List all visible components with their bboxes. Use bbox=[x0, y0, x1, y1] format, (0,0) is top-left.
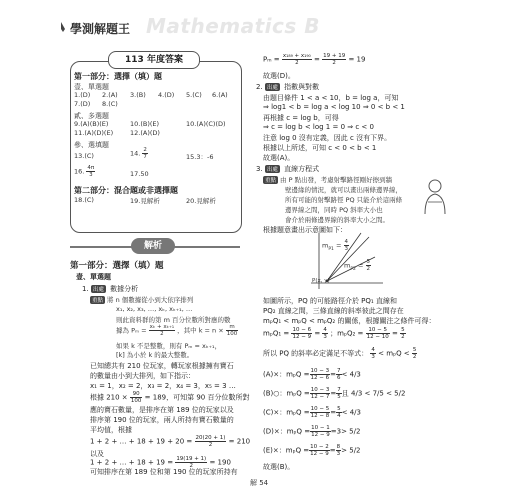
fraction bbox=[130, 391, 143, 404]
denominator: 5 bbox=[337, 394, 341, 400]
fraction bbox=[310, 368, 331, 381]
fraction bbox=[226, 324, 239, 337]
answer-item: 7.(D) bbox=[74, 100, 91, 108]
fraction bbox=[310, 425, 331, 438]
watermark-title: Mathematics B bbox=[146, 14, 320, 38]
tip-text: 由 P 點出發，考慮射擊路徑剛好擦到牆 bbox=[280, 176, 393, 184]
tip-text: 將 n 個數據從小到大依序排列 bbox=[107, 296, 194, 304]
body-line: mₚQ₁ < mₚQ < mₚQ₂ 的關係，根據關注之條件可得： bbox=[263, 317, 436, 325]
question-header bbox=[82, 284, 138, 294]
body-line: 已知總共有 210 位玩家，轉玩家根據擁有寶石 bbox=[90, 362, 234, 370]
body-line: ⇒ c = log b < log 1 = 0 ⇒ c < 0 bbox=[263, 123, 374, 131]
page-number: 解 54 bbox=[250, 479, 269, 487]
fraction bbox=[366, 259, 372, 272]
fraction bbox=[149, 324, 175, 337]
formula-text: = bbox=[330, 408, 337, 417]
brand-title: 學測解題王 bbox=[70, 22, 131, 36]
fraction bbox=[310, 387, 331, 400]
banner-label: 解析 bbox=[131, 238, 175, 254]
option-row bbox=[263, 368, 361, 381]
graph-label-text: m bbox=[344, 261, 351, 270]
fraction bbox=[282, 53, 312, 66]
denominator: 12 − 7 bbox=[310, 394, 330, 400]
formula-text: 3 bbox=[336, 427, 342, 436]
formula-text: < mₚQ < bbox=[378, 349, 410, 358]
tip-line: 會介於兩條邊界線的斜率大小之間。 bbox=[285, 216, 389, 224]
fraction bbox=[366, 327, 390, 340]
denominator: 7 bbox=[143, 154, 147, 160]
numerator: 8 bbox=[336, 444, 341, 450]
formula-text: 1 + 2 + … + 18 + 19 = bbox=[90, 458, 174, 467]
answer-item: 18.(C) bbox=[74, 196, 94, 204]
formula-text: > 5/2 bbox=[341, 446, 361, 455]
question-topic: 直線方程式 bbox=[284, 165, 320, 173]
numerator: xₖ + xₖ₊₁ bbox=[149, 324, 175, 330]
answer-item-label: 16. bbox=[74, 167, 85, 176]
numerator: 19 + 19 bbox=[323, 53, 346, 59]
numerator: 10 − 6 bbox=[292, 327, 312, 333]
graph-label-sub: P2 bbox=[350, 266, 356, 272]
answer-box-title: 113 年度答案 bbox=[108, 51, 200, 69]
formula-text: 且 4/3 < 7/5 < 5/2 bbox=[341, 389, 406, 398]
denominator: 3 bbox=[323, 334, 327, 340]
denominator: 2 bbox=[160, 331, 164, 337]
formula-text: = 190 bbox=[209, 458, 231, 467]
body-formula bbox=[263, 347, 417, 360]
formula-text: < 4/3 bbox=[341, 370, 361, 379]
numerator: 4 bbox=[344, 239, 349, 245]
body-line: 故選(B)。 bbox=[263, 463, 295, 471]
source-badge: 出處 bbox=[92, 287, 104, 293]
denominator: 3 bbox=[371, 354, 375, 360]
denominator: 2 bbox=[412, 354, 417, 360]
body-line: ⇒ log1 < b = log a < log 10 ⇒ 0 < b < 1 bbox=[263, 103, 405, 111]
option-row bbox=[263, 406, 361, 419]
numerator: 90 bbox=[130, 391, 143, 398]
page-header bbox=[62, 14, 462, 40]
numerator: x₁₈₉ + x₁₉₀ bbox=[282, 53, 311, 59]
numerator: 4 bbox=[371, 347, 375, 353]
answer-item-fraction bbox=[74, 165, 95, 178]
tip-formula bbox=[116, 324, 238, 337]
source-badge: 出處 bbox=[266, 85, 278, 91]
denominator: 12 − 9 bbox=[292, 334, 312, 340]
denominator: 6 bbox=[337, 375, 341, 381]
answer-part2-heading: 第二部分：混合題或非選擇題 bbox=[74, 186, 178, 195]
denominator: 3 bbox=[344, 246, 349, 252]
fraction bbox=[310, 406, 331, 419]
formula-text: = bbox=[329, 446, 336, 455]
tip-line: 所有可能的射擊路徑 PQ 只能介於這兩條 bbox=[285, 196, 403, 204]
fraction bbox=[195, 435, 227, 448]
answer-fill-heading: 參、選填題 bbox=[74, 141, 109, 149]
answer-item: 17.50 bbox=[130, 170, 149, 178]
denominator: 12 − 9 bbox=[310, 451, 329, 457]
body-line: 平均值，根據 bbox=[90, 426, 132, 434]
question-number: 2. bbox=[256, 83, 263, 91]
formula-text: = bbox=[330, 427, 337, 436]
body-line: 故選(D)。 bbox=[263, 72, 295, 80]
option-row bbox=[263, 387, 405, 400]
body-formula bbox=[263, 53, 365, 66]
tip-line: x₁, x₂, x₃, …, xₖ, xₖ₊₁, … bbox=[116, 305, 193, 313]
answer-item: 10.(A)(C)(D) bbox=[186, 120, 226, 128]
answer-item: 12.(A)(D) bbox=[130, 129, 160, 137]
body-line: 根據題意畫出示意圖如下： bbox=[263, 226, 347, 234]
numerator: 10 − 2 bbox=[310, 444, 329, 450]
fraction bbox=[309, 444, 330, 457]
formula-text: = 189，可知第 90 百分位數所對 bbox=[144, 393, 250, 402]
denominator: 3 bbox=[336, 451, 341, 457]
denominator: 2 bbox=[189, 463, 194, 469]
student-illustration bbox=[420, 178, 450, 216]
formula-text: > 5/2 bbox=[341, 427, 361, 436]
numerator: m bbox=[226, 324, 239, 331]
formula-text: 1 + 2 + … + 18 + 19 + 20 = bbox=[90, 437, 193, 446]
question-topic: 數據分析 bbox=[110, 285, 139, 293]
answer-part1-heading: 第一部分：選擇（填）題 bbox=[74, 72, 162, 81]
denominator: 12 − 6 bbox=[310, 375, 330, 381]
numerator: 5 bbox=[366, 259, 371, 265]
formula-text: (E)×：mₚQ = bbox=[263, 446, 310, 455]
answer-item: 4.(D) bbox=[158, 91, 175, 99]
formula-text: (A)×：mₚQ = bbox=[263, 370, 310, 379]
tip-line: 邊界線之間，同時 PQ 斜率大小也 bbox=[285, 206, 383, 214]
question-topic: 指數與對數 bbox=[284, 83, 320, 91]
body-line: 由題目條件 1 < a < 10，b = log a，可知 bbox=[263, 94, 399, 102]
denominator: 2 bbox=[208, 442, 213, 448]
question-header bbox=[256, 164, 319, 174]
formula-text: < 4/3 bbox=[341, 408, 361, 417]
denominator: 3 bbox=[89, 172, 93, 178]
body-line: PQ₂ 直線之間，三條直線的斜率彼此之間存在 bbox=[263, 307, 404, 315]
denominator: 2 bbox=[401, 334, 405, 340]
body-line: 如圖所示，PQ 的可能路徑介於 PQ₁ 直線和 bbox=[263, 297, 397, 305]
answer-item: 19.見解析 bbox=[130, 197, 160, 205]
tip-badge: 重點 bbox=[265, 178, 277, 184]
denominator: 12 − 8 bbox=[310, 413, 330, 419]
option-row bbox=[263, 444, 361, 457]
question-header bbox=[256, 82, 319, 92]
formula-text: (D)×：mₚQ = bbox=[263, 427, 311, 436]
numerator: 20(20 + 1) bbox=[195, 435, 226, 441]
formula-text: (C)×：mₚQ = bbox=[263, 408, 310, 417]
formula-text: = bbox=[314, 329, 321, 338]
subsection-heading: 壹、單選題 bbox=[76, 273, 111, 281]
denominator: 2 bbox=[332, 60, 336, 66]
formula-text: = 210 bbox=[228, 437, 251, 446]
answer-item: 10.(B)(E) bbox=[130, 120, 160, 128]
answer-single-heading: 壹、單選題 bbox=[74, 83, 109, 91]
formula-text: mₚQ₁ = bbox=[263, 329, 290, 338]
fraction bbox=[400, 327, 406, 340]
numerator: 4π bbox=[87, 165, 95, 171]
answer-item-label: 14. bbox=[130, 149, 141, 158]
numerator: 10 − 3 bbox=[310, 387, 330, 393]
fraction bbox=[322, 327, 328, 340]
body-formula bbox=[90, 435, 250, 448]
analysis-banner bbox=[70, 238, 240, 254]
body-line: 以及 bbox=[90, 450, 104, 458]
answer-item: 13.(C) bbox=[74, 152, 94, 160]
answer-item: 8.(C) bbox=[102, 100, 118, 108]
answer-item: 11.(A)(D)(E) bbox=[74, 129, 114, 137]
numerator: 5 bbox=[401, 327, 405, 333]
answer-item: 2.(A) bbox=[102, 91, 118, 99]
body-line: 的數量由小到大排列，如下指示： bbox=[90, 372, 195, 380]
body-line: 故選(A)。 bbox=[263, 154, 295, 162]
numerator: 19(19 + 1) bbox=[176, 456, 207, 462]
numerator: 10 − 5 bbox=[310, 406, 330, 412]
formula-text: = 19 bbox=[348, 55, 366, 64]
tip-line: 則此資料群的第 m 百分位數所對應的數 bbox=[116, 316, 231, 324]
answer-item: 9.(A)(B)(E) bbox=[74, 120, 109, 128]
body-formula bbox=[90, 391, 249, 404]
question-number: 1. bbox=[82, 285, 89, 293]
fraction bbox=[86, 165, 95, 178]
formula-text: 所以 PQ 的斜率必定滿足不等式： bbox=[263, 349, 369, 358]
fraction bbox=[370, 347, 376, 360]
fraction bbox=[322, 53, 346, 66]
answer-item: 20.見解析 bbox=[186, 197, 216, 205]
body-line: 注意 log 0 沒有定義，因此 c 沒有下界。 bbox=[263, 134, 392, 142]
numerator: 10 − 5 bbox=[366, 327, 390, 334]
answer-item-fraction bbox=[130, 147, 148, 160]
numerator: 7 bbox=[337, 368, 341, 374]
formula-text: ，其中 k = n × bbox=[177, 326, 224, 335]
graph-label-text: m bbox=[322, 241, 329, 250]
tip-line bbox=[263, 175, 392, 184]
formula-text: (B)○：mₚQ = bbox=[263, 389, 310, 398]
answer-item: 5.(C) bbox=[186, 91, 202, 99]
numerator: 10 − 1 bbox=[311, 425, 330, 431]
formula-text: 根據 210 × bbox=[90, 393, 128, 402]
numerator: 10 − 3 bbox=[310, 368, 330, 374]
formula-text: = bbox=[330, 389, 337, 398]
option-row bbox=[263, 425, 360, 438]
tip-badge: 重點 bbox=[92, 298, 104, 304]
fraction bbox=[291, 327, 312, 340]
numerator: 5 bbox=[412, 347, 417, 353]
formula-text: = bbox=[330, 370, 337, 379]
answer-item: 6.(A) bbox=[212, 91, 228, 99]
body-line: 根據以上所述，可知 c < 0 < b < 1 bbox=[263, 144, 377, 152]
body-formula bbox=[263, 327, 406, 340]
question-number: 3. bbox=[256, 165, 263, 173]
numerator: 2 bbox=[143, 147, 147, 153]
denominator: 4 bbox=[337, 413, 341, 419]
source-badge: 出處 bbox=[266, 167, 278, 173]
formula-text: Pₘ = bbox=[263, 55, 280, 64]
formula-text: 據為 Pₘ = bbox=[116, 326, 147, 335]
denominator: 100 bbox=[226, 331, 238, 337]
section-heading: 第一部分：選擇（填）題 bbox=[70, 261, 164, 271]
tip-line: 壁邊緣的情況，就可以畫出兩條邊界線， bbox=[285, 186, 402, 194]
graph-label-m2: $m_{P2}$ = $\frac{5}{2}$ bbox=[344, 259, 371, 272]
answer-item: 3.(B) bbox=[130, 91, 146, 99]
graph-label-p: P(x, y) bbox=[312, 278, 330, 284]
pen-icon bbox=[60, 21, 66, 33]
fraction bbox=[344, 239, 350, 252]
denominator: 100 bbox=[130, 398, 142, 404]
graph-label-sub: P1 bbox=[328, 246, 334, 252]
answer-item: 1.(D) bbox=[74, 91, 91, 99]
tip-line bbox=[90, 295, 193, 304]
tip-line: [k] 為小於 k 的最大整數。 bbox=[116, 351, 194, 359]
denominator: 2 bbox=[295, 60, 299, 66]
denominator: 2 bbox=[366, 266, 371, 272]
body-line: 應的寶石數量，是排序在第 189 位的玩家以及 bbox=[90, 406, 234, 414]
graph-label-m1: $m_{P1}$ = $\frac{4}{3}$ bbox=[322, 239, 349, 252]
body-line: 再根據 c = log b，可得 bbox=[263, 114, 339, 122]
fraction bbox=[412, 347, 418, 360]
body-line: x₁ = 1，x₂ = 2，x₃ = 2，x₄ = 3，x₅ = 3 … bbox=[90, 382, 236, 390]
denominator: 12 − 10 bbox=[366, 334, 389, 340]
numerator: 5 bbox=[337, 406, 341, 412]
answer-item: 15.3：-6 bbox=[186, 153, 214, 161]
body-line: 可知排序在第 189 位和第 190 位的玩家所持有 bbox=[90, 468, 238, 476]
fraction bbox=[142, 147, 148, 160]
formula-text: = bbox=[391, 329, 398, 338]
tip-line: 如果 k 不是整數，則有 Pₘ = xₖ₊₁， bbox=[116, 342, 222, 350]
formula-text: = bbox=[314, 55, 320, 64]
numerator: 7 bbox=[337, 387, 341, 393]
denominator: 12 − 9 bbox=[311, 432, 330, 438]
body-line: 排序第 190 位的玩家，兩人所持有寶石數量的 bbox=[90, 416, 234, 424]
numerator: 4 bbox=[323, 327, 327, 333]
answer-multi-heading: 貳、多選題 bbox=[74, 112, 109, 120]
formula-text: ；mₚQ₂ = bbox=[330, 329, 364, 338]
